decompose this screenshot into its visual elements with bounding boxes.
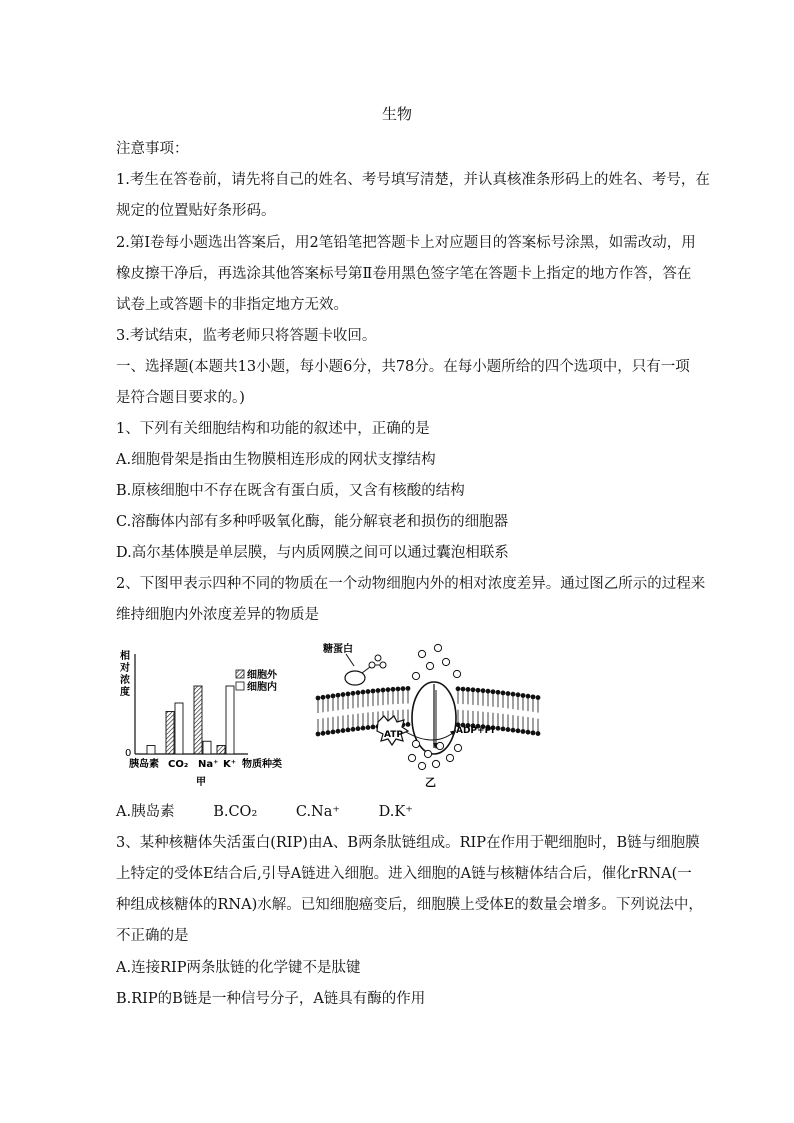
bar-inside [147,746,155,755]
lipid-head [531,694,536,699]
notice-heading: 注意事项： [116,141,189,157]
question-2-option: B.CO₂ [213,804,258,820]
lipid-head [531,730,536,735]
lipid-head [406,686,411,691]
lipid-head [511,728,516,733]
question-3-stem: 上特定的受体E结合后,引导A链进入细胞。进入细胞的A链与核糖体结合后，催化rRNA(一 [116,866,692,882]
question-1-option: A.细胞骨架是指由生物膜相连形成的网状支撑结构 [116,452,436,468]
lipid-head [476,688,481,693]
lipid-head [511,692,516,697]
chart-jia [119,649,282,788]
page-title: 生物 [381,105,412,123]
question-1-stem: 1、下列有关细胞结构和功能的叙述中，正确的是 [116,421,430,437]
question-2-option: D.K⁺ [378,804,413,820]
diagram-yi [316,642,541,789]
note-line: 试卷上或答题卡的非指定地方无效。 [116,297,348,313]
legend-label: 细胞内 [247,682,277,693]
lipid-head [501,690,506,695]
molecule [418,762,425,769]
question-2-option: C.Na⁺ [295,804,341,820]
lipid-head [501,726,506,731]
lipid-head [381,688,386,693]
lipid-head [351,727,356,732]
y-axis-label-char: 对 [120,663,130,674]
lipid-head [371,689,376,694]
lipid-head [316,732,321,737]
note-line: 规定的位置贴好条形码。 [116,203,276,219]
molecule [432,760,439,767]
lipid-head [466,687,471,692]
bar-outside [217,746,225,755]
lipid-head [491,689,496,694]
y-axis-label-char: 浓 [120,675,130,686]
legend-swatch-outside [236,670,244,678]
lipid-head [356,726,361,731]
lipid-head [366,689,371,694]
bar-inside [203,741,211,754]
lipid-head [521,693,526,698]
lipid-head [321,695,326,700]
note-line: 2.第Ⅰ卷每小题选出答案后，用2笔铅笔把答题卡上对应题目的答案标号涂黑，如需改动，用 [116,235,696,251]
x-tick-label: K⁺ [223,759,237,770]
molecule [446,754,453,761]
lipid-head [406,722,411,727]
lipid-head [341,728,346,733]
bar-group [147,686,234,754]
section-heading: 一、选择题(本题共13小题，每小题6分，共78分。在每小题所给的四个选项中，只有一项 [116,359,690,375]
lipid-head [496,690,501,695]
lipid-head [356,690,361,695]
lipid-head [506,727,511,732]
lipid-head [361,726,366,731]
lipid-head [456,686,461,691]
lipid-head [336,729,341,734]
note-line: 3.考试结束，监考老师只将答题卡收回。 [116,328,377,344]
lipid-head [326,694,331,699]
legend-swatch-inside [236,682,244,690]
section-heading: 是符合题目要求的。) [116,390,245,406]
lipid-head [376,688,381,693]
bar-inside [226,686,234,754]
question-1-option: B.原核细胞中不存在既含有蛋白质，又含有核酸的结构 [116,483,465,499]
figure-caption-jia: 甲 [196,777,206,788]
bar-outside [194,686,202,754]
lipid-head [516,728,521,733]
note-line: 橡皮擦干净后，再选涂其他答案标号第Ⅱ卷用黑色签字笔在答题卡上指定的地方作答，答在 [116,266,692,282]
lipid-head [461,687,466,692]
y-axis-label-char: 相 [120,651,130,662]
lipid-head [481,688,486,693]
question-2-stem: 维持细胞内外浓度差异的物质是 [116,607,319,623]
question-2-stem: 2、下图甲表示四种不同的物质在一个动物细胞内外的相对浓度差异。通过图乙所示的过程来 [116,576,706,592]
lipid-head [371,725,376,730]
lipid-head [526,694,531,699]
question-1-option: C.溶酶体内部有多种呼吸氧化酶，能分解衰老和损伤的细胞器 [116,514,509,530]
question-2-options [116,800,447,821]
lipid-head [391,687,396,692]
question-3-stem: 3、某种核糖体失活蛋白(RIP)由A、B两条肽链组成。RIP在作用于靶细胞时，B链与细胞膜 [116,835,700,851]
lipid-head [471,687,476,692]
lipid-head [351,691,356,696]
molecule [418,650,425,657]
x-tick-label: 胰岛素 [129,759,159,770]
x-tick-label: Na⁺ [198,759,219,770]
molecule [426,662,433,669]
y-axis-label-char: 度 [120,687,130,698]
lipid-head [341,692,346,697]
lipid-head [521,729,526,734]
note-line: 1.考生在答卷前，请先将自己的姓名、考号填写清楚，并认真核准条形码上的姓名、考号，在 [116,172,710,188]
x-tick-label: CO₂ [168,759,189,770]
lipid-head [366,725,371,730]
lipid-head [526,730,531,735]
y-axis-zero: 0 [125,748,132,759]
question-3-stem: 不正确的是 [116,928,189,944]
lipid-head [321,731,326,736]
lipid-head [346,727,351,732]
molecule [412,672,419,679]
molecule [434,644,441,651]
question-3-stem: 种组成核糖体的RNA)水解。已知细胞癌变后，细胞膜上受体E的数量会增多。下列说法中， [116,897,703,913]
question-3-option: B.RIP的B链是一种信号分子，A链具有酶的作用 [116,991,426,1007]
molecule [453,670,460,677]
lipid-head [536,731,541,736]
question-2-option: A.胰岛素 [116,804,175,820]
x-axis-label: 物质种类 [242,759,282,770]
molecule [454,744,461,751]
lipid-head [331,694,336,699]
glycoprotein-label: 糖蛋白 [323,644,353,655]
lipid-head [496,726,501,731]
molecule [424,750,431,757]
figure-svg [116,636,716,796]
atp-label: ATP [384,730,404,740]
molecule [412,740,419,747]
lipid-head [386,687,391,692]
bar-outside [166,712,174,755]
lipid-head [396,687,401,692]
lipid-head [346,691,351,696]
lipid-head [486,689,491,694]
question-2-figure [116,636,716,796]
lipid-head [316,696,321,701]
lipid-head [326,730,331,735]
lipid-head [331,730,336,735]
bar-inside [175,703,183,754]
question-3-option: A.连接RIP两条肽链的化学键不是肽键 [116,960,361,976]
adp-label: ADP+Pi [456,726,495,736]
question-1-option: D.高尔基体膜是单层膜，与内质网膜之间可以通过囊泡相联系 [116,545,509,561]
lipid-head [536,695,541,700]
lipid-head [361,690,366,695]
glycoprotein [345,671,365,685]
molecule [408,754,415,761]
lipid-head [336,693,341,698]
legend-label: 细胞外 [247,670,277,681]
molecule [442,658,449,665]
lipid-head [516,692,521,697]
lipid-head [506,691,511,696]
molecule [436,742,443,749]
lipid-head [401,686,406,691]
figure-caption-yi: 乙 [425,776,436,789]
